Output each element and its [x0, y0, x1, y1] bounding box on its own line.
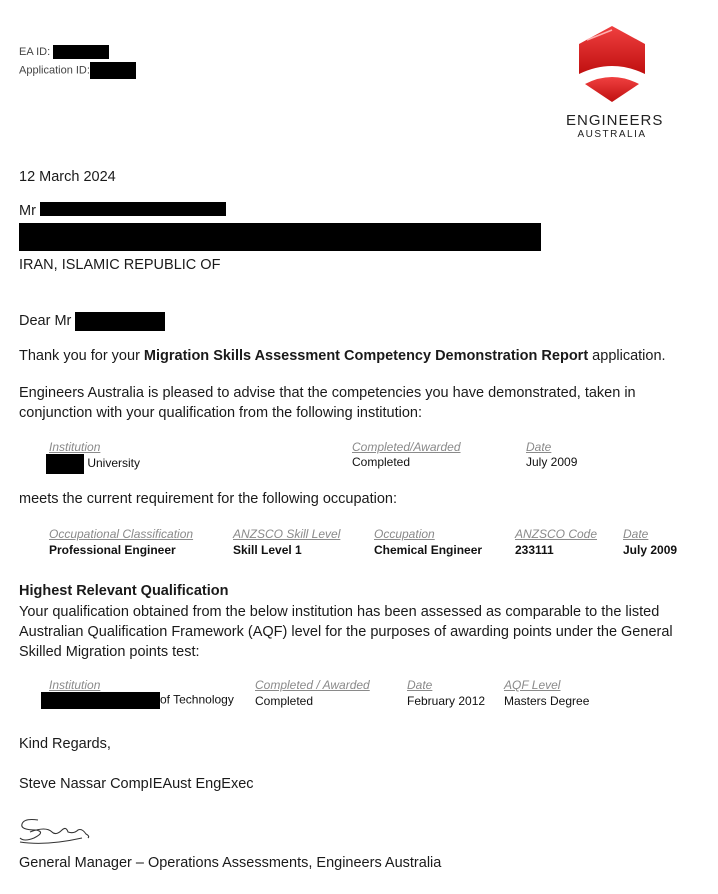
header-qual-institution: Institution	[49, 678, 101, 692]
occupation-date-cell: July 2009	[623, 543, 678, 557]
header-institution: Institution	[49, 440, 101, 454]
header-aqf-level: AQF Level	[504, 678, 561, 692]
qualification-table	[0, 678, 718, 712]
occupation-cell: Chemical Engineer	[374, 543, 483, 557]
signatory-name: Steve Nassar CompIEAust EngExec	[19, 776, 254, 792]
letter-date: 12 March 2024	[19, 169, 116, 185]
header-occupation-date: Date	[623, 527, 649, 541]
qual-institution-suffix: of Technology	[160, 692, 234, 707]
thanks-paragraph	[19, 346, 666, 366]
header-qual-date: Date	[407, 678, 433, 692]
aqf-level-cell: Masters Degree	[504, 694, 590, 708]
addressee-prefix: Mr	[19, 203, 36, 219]
institution-cell	[46, 454, 140, 474]
redacted-institution	[46, 454, 84, 474]
redacted-surname	[75, 312, 165, 331]
anzsco-code-cell: 233111	[515, 543, 554, 557]
kind-regards: Kind Regards,	[19, 736, 111, 752]
ea-id-line	[19, 45, 109, 59]
application-type: Migration Skills Assessment Competency Demonstration Report	[143, 348, 589, 364]
thanks-pre: Thank you for your	[19, 348, 144, 364]
thanks-post: application.	[588, 348, 666, 364]
application-id-line	[19, 62, 136, 79]
logo-text-engineers: ENGINEERS	[566, 112, 664, 129]
skill-level-cell: Skill Level 1	[233, 543, 302, 557]
redacted-qual-institution	[41, 692, 160, 709]
header-date: Date	[526, 440, 552, 454]
institution-suffix: University	[87, 456, 141, 471]
signature-icon	[16, 816, 96, 850]
header-qual-completed-awarded: Completed / Awarded	[255, 678, 370, 692]
engineers-australia-logo	[566, 24, 664, 140]
institution-table	[0, 440, 718, 476]
addressee-name	[19, 201, 226, 221]
application-id-label: Application ID:	[19, 64, 90, 77]
greeting-text: Dear Mr	[19, 313, 72, 329]
qual-status-cell: Completed	[255, 694, 314, 708]
date-cell: July 2009	[526, 455, 578, 469]
qualification-paragraph: Your qualification obtained from the below institution has been assessed as comparable to the listed Australian Qualification Framework (AQF) level for the purposes of awarding points under the General Skilled Migration points test:	[19, 604, 673, 660]
status-cell: Completed	[352, 455, 411, 469]
qual-date-cell: February 2012	[407, 694, 486, 708]
header-anzsco-skill-level: ANZSCO Skill Level	[233, 527, 341, 541]
addressee-country: IRAN, ISLAMIC REPUBLIC OF	[19, 257, 221, 273]
meets-paragraph: meets the current requirement for the following occupation:	[19, 491, 398, 507]
occupation-table	[0, 527, 718, 561]
header-completed-awarded: Completed/Awarded	[352, 440, 461, 454]
qualification-title: Highest Relevant Qualification	[19, 583, 229, 599]
header-occupation: Occupation	[374, 527, 435, 541]
ea-id-label: EA ID:	[19, 45, 51, 58]
hexagon-logo-icon	[577, 24, 647, 118]
qual-institution-cell	[41, 692, 234, 709]
greeting	[19, 311, 165, 331]
advise-paragraph: Engineers Australia is pleased to advise that the competencies you have demonstrated, taken in conjunction with your qualification from the following institution:	[19, 385, 636, 421]
header-anzsco-code: ANZSCO Code	[515, 527, 598, 541]
redacted-application-id	[90, 62, 136, 79]
header-occupational-classification: Occupational Classification	[49, 527, 194, 541]
signatory-position: General Manager – Operations Assessments, Engineers Australia	[19, 855, 442, 871]
redacted-ea-id	[53, 45, 109, 59]
redacted-address	[19, 223, 541, 251]
redacted-name	[40, 202, 226, 216]
occupational-classification-cell: Professional Engineer	[49, 543, 176, 557]
logo-text-australia: AUSTRALIA	[577, 129, 647, 140]
